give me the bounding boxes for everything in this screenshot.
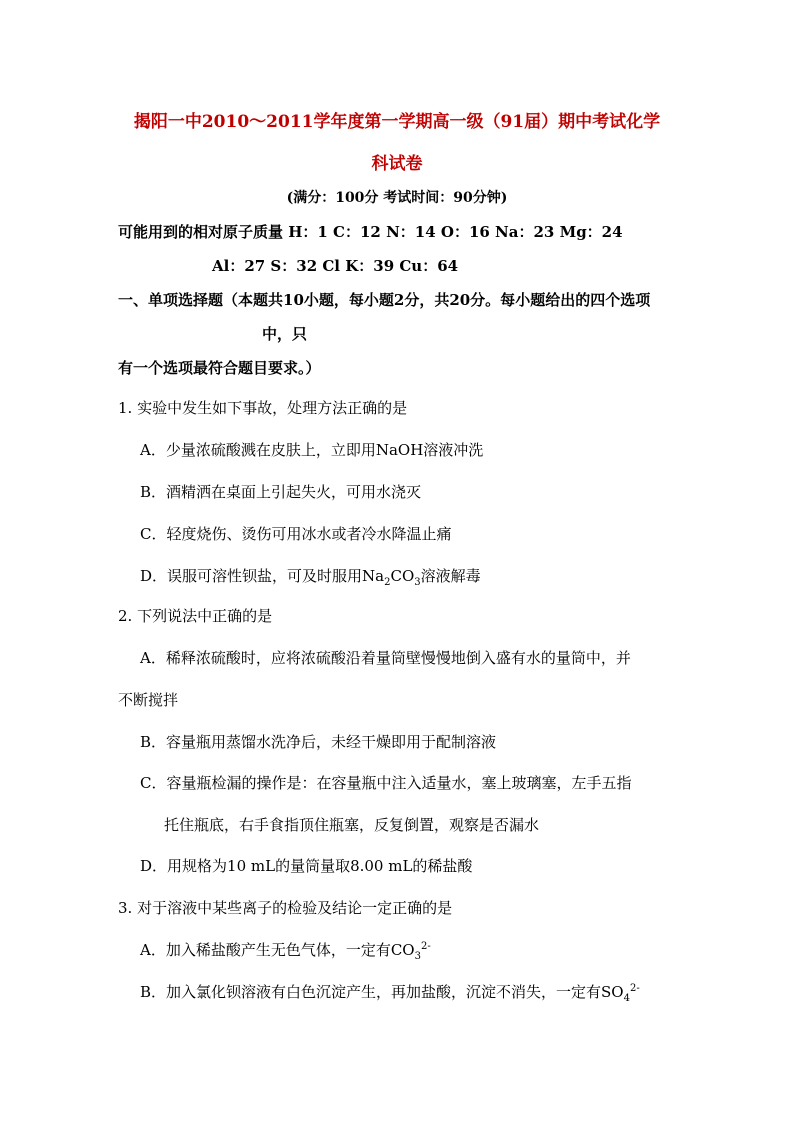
exam-info: (满分：100分 考试时间：90分钟) xyxy=(286,190,508,206)
atomic-mass-line-2: Al：27 S：32 Cl K：39 Cu：64 xyxy=(212,257,459,275)
section-1-heading-line-1: 一、单项选择题（本题共10小题，每小题2分，共20分。每小题给出的四个选项 xyxy=(118,291,651,309)
question-2-option-c-line-2: 托住瓶底，右手食指顶住瓶塞，反复倒置，观察是否漏水 xyxy=(164,816,540,834)
question-3-option-a: A．加入稀盐酸产生无色气体，一定有$CO_3^{2-}$ xyxy=(140,941,431,962)
question-2-stem: 2. 下列说法中正确的是 xyxy=(118,607,273,625)
question-2-option-a-line-2: 不断搅拌 xyxy=(118,691,179,709)
question-3-option-b: B．加入氯化钡溶液有白色沉淀产生，再加盐酸，沉淀不消失，一定有$SO_4^{2-}$ xyxy=(140,983,640,1004)
exam-title-line-2: 科试卷 xyxy=(371,154,423,174)
section-1-heading-line-2: 中，只 xyxy=(262,325,308,343)
question-2-option-c-line-1: C．容量瓶检漏的操作是：在容量瓶中注入适量水，塞上玻璃塞，左手五指 xyxy=(140,774,632,792)
question-2-option-b: B．容量瓶用蒸馏水洗净后，未经干燥即用于配制溶液 xyxy=(140,733,497,751)
exam-title-line-1: 揭阳一中2010～2011学年度第一学期高一级（91届）期中考试化学 xyxy=(133,112,661,132)
question-3-stem: 3. 对于溶液中某些离子的检验及结论一定正确的是 xyxy=(118,899,453,917)
question-2-option-a-line-1: A．稀释浓硫酸时，应将浓硫酸沿着量筒壁慢慢地倒入盛有水的量筒中，并 xyxy=(140,649,631,667)
question-1-option-b: B．酒精洒在桌面上引起失火，可用水浇灭 xyxy=(140,483,422,501)
section-1-heading-line-3: 有一个选项最符合题目要求。） xyxy=(118,359,321,377)
question-1-stem: 1. 实验中发生如下事故，处理方法正确的是 xyxy=(118,399,408,417)
question-1-option-c: C．轻度烧伤、烫伤可用冰水或者冷水降温止痛 xyxy=(140,525,452,543)
question-1-option-a: A．少量浓硫酸溅在皮肤上，立即用NaOH溶液冲洗 xyxy=(140,441,484,459)
question-2-option-d: D．用规格为10 mL的量筒量取8.00 mL的稀盐酸 xyxy=(140,857,473,875)
question-1-option-d: D．误服可溶性钡盐，可及时服用$Na_2CO_3$溶液解毒 xyxy=(140,567,481,588)
atomic-mass-line-1: 可能用到的相对原子质量 H：1 C：12 N：14 O：16 Na：23 Mg：24 xyxy=(118,223,623,241)
